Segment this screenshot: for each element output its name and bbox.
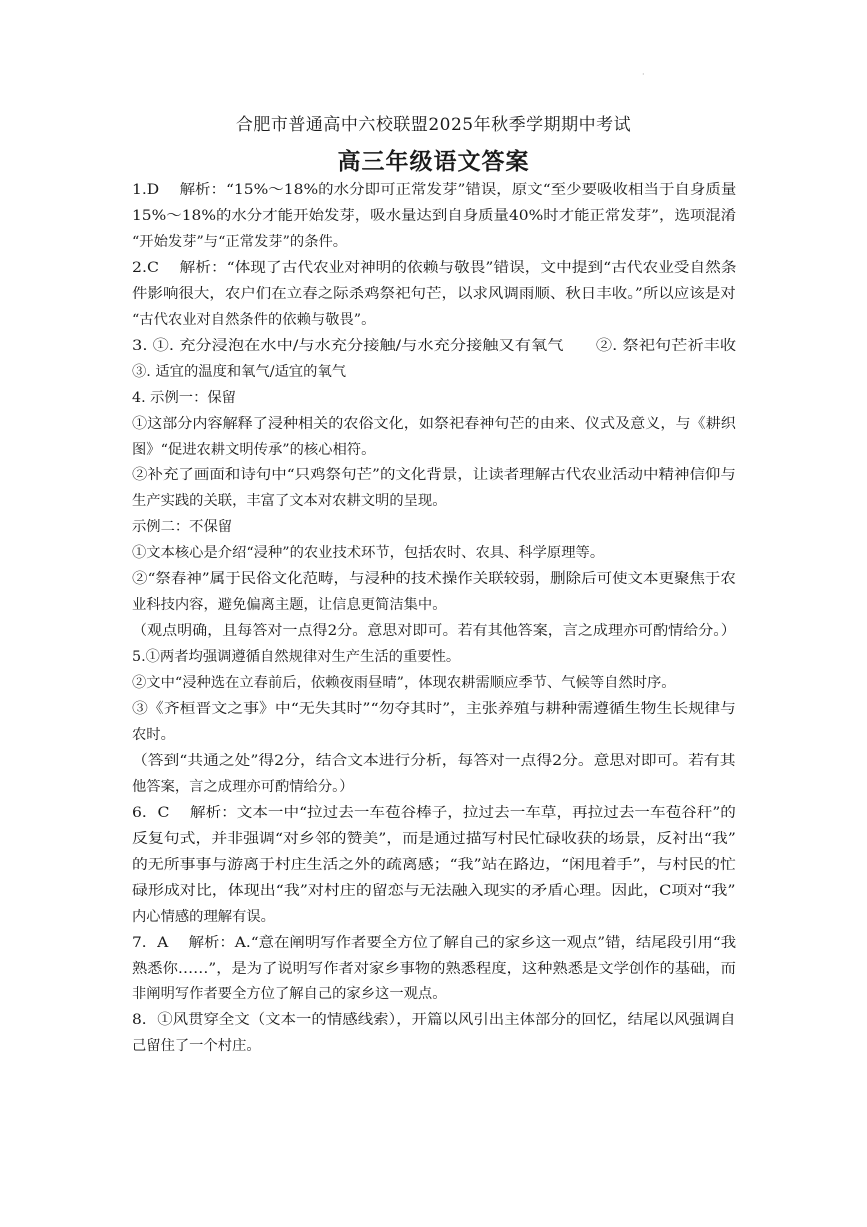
- answer-line: 非阐明写作者要全方位了解自己的家乡这一观点。: [132, 986, 447, 1003]
- exam-subtitle: 合肥市普通高中六校联盟2025年秋季学期期中考试: [235, 115, 632, 135]
- answer-line: ①这部分内容解释了浸种相关的农俗文化，如祭祀春神句芒的由来、仪式及意义，与《耕织: [132, 415, 736, 432]
- answer-line: 业科技内容，避免偏离主题，让信息更简洁集中。: [132, 597, 447, 614]
- answer-line: 1.D 解析：“15%～18%的水分即可正常发芽”错误，原文“至少要吸收相当于自身质量: [132, 182, 737, 198]
- answer-line: 6．C 解析：文本一中“拉过去一车苞谷棒子，拉过去一车草，再拉过去一车苞谷秆”的: [132, 804, 736, 821]
- answer-line: 己留住了一个村庄。: [132, 1038, 261, 1055]
- answer-line: （观点明确，且每答对一点得2分。意思对即可。若有其他答案，言之成理亦可酌情给分。）: [132, 623, 736, 640]
- answer-line: 他答案，言之成理亦可酌情给分。）: [132, 778, 354, 795]
- answer-line: 件影响很大，农户们在立春之际杀鸡祭祀句芒，以求风调雨顺、秋日丰收。”所以应该是对: [132, 285, 736, 302]
- answer-line: 图》“促进农耕文明传承”的核心相符。: [132, 441, 376, 458]
- answer-line: 熟悉你……”，是为了说明写作者对家乡事物的熟悉程度，这种熟悉是文学创作的基础，而: [132, 960, 736, 977]
- answer-line: 4. 示例一：保留: [132, 389, 236, 406]
- answer-line: 示例二：不保留: [132, 519, 233, 536]
- answer-line: 3. ①. 充分浸泡在水中/与水充分接触/与水充分接触又有氧气 ②. 祭祀句芒祈丰收: [132, 337, 737, 354]
- answer-line: 碌形成对比，体现出“我”对村庄的留恋与无法融入现实的矛盾心理。因此，C项对“我”: [132, 882, 736, 899]
- corner-mark: ·: [642, 70, 645, 79]
- answer-line: 反复句式，并非强调“对乡邻的赞美”，而是通过描写村民忙碌收获的场景，反衬出“我”: [132, 830, 736, 847]
- answer-line: 5.①两者均强调遵循自然规律对生产生活的重要性。: [132, 649, 461, 666]
- answer-line: 的无所事事与游离于村庄生活之外的疏离感；“我”站在路边，“闲甩着手”，与村民的忙: [132, 856, 736, 873]
- answer-line: ③《齐桓晋文之事》中“无失其时”“勿夺其时”，主张养殖与耕种需遵循生物生长规律与: [132, 701, 736, 717]
- answer-line: 农时。: [132, 726, 175, 743]
- answer-line: ①文本核心是介绍“浸种”的农业技术环节，包括农时、农具、科学原理等。: [132, 545, 605, 562]
- answer-line: 生产实践的关联，丰富了文本对农耕文明的呈现。: [132, 493, 447, 510]
- answer-line: 15%～18%的水分才能开始发芽，吸水量达到自身质量40%时才能正常发芽”，选项混淆: [132, 207, 737, 224]
- answer-line: 8．①风贯穿全文（文本一的情感线索），开篇以风引出主体部分的回忆，结尾以风强调自: [132, 1012, 736, 1029]
- answer-line: ②文中“浸种选在立春前后，依赖夜雨昼晴”，体现农耕需顺应季节、气候等自然时序。: [132, 675, 676, 691]
- answer-line: “开始发芽”与“正常发芽”的条件。: [132, 233, 348, 250]
- answer-line: “古代农业对自然条件的依赖与敬畏”。: [132, 311, 376, 328]
- page-title: 高三年级语文答案: [337, 148, 530, 175]
- answer-line: ③. 适宜的温度和氧气/适宜的氧气: [132, 363, 347, 380]
- answer-line: 2.C 解析：“体现了古代农业对神明的依赖与敬畏”错误，文中提到“古代农业受自然条: [132, 259, 737, 276]
- answer-line: ②补充了画面和诗句中“只鸡祭句芒”的文化背景，让读者理解古代农业活动中精神信仰与: [132, 467, 736, 484]
- answer-line: （答到“共通之处”得2分，结合文本进行分析，每答对一点得2分。意思对即可。若有其: [132, 752, 736, 769]
- answer-line: 7．A 解析：A.“意在阐明写作者要全方位了解自己的家乡这一观点”错，结尾段引用“我: [132, 934, 737, 951]
- answer-line: 内心情感的理解有误。: [132, 908, 275, 925]
- answer-line: ②“祭春神”属于民俗文化范畴，与浸种的技术操作关联较弱，删除后可使文本更聚焦于农: [132, 571, 736, 588]
